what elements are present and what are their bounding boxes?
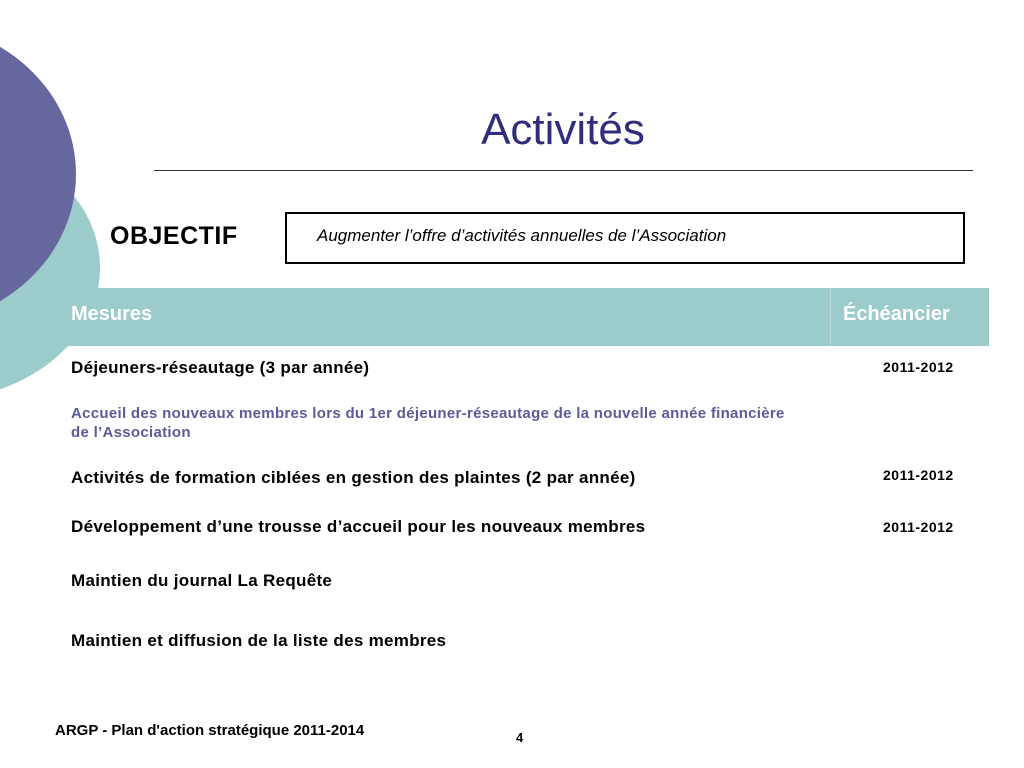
header-echeancier: Échéancier: [843, 303, 950, 325]
row-measure: Accueil des nouveaux membres lors du 1er déjeuner-réseautage de la nouvelle année financière de l’Association: [71, 405, 785, 441]
table-header: [57, 288, 989, 346]
objective-label: OBJECTIF: [110, 222, 238, 250]
table-row: [57, 346, 989, 396]
table-row: [57, 552, 989, 612]
row-measure: Développement d’une trousse d’accueil pour les nouveaux membres: [71, 517, 646, 536]
row-date: 2011-2012: [883, 359, 954, 375]
row-measure: Maintien du journal La Requête: [71, 571, 333, 590]
objective-text: Augmenter l’offre d’activités annuelles de l’Association: [317, 226, 727, 245]
page-number: 4: [516, 730, 524, 745]
table-row: [57, 612, 989, 672]
row-date: 2011-2012: [883, 519, 954, 535]
header-mesures: Mesures: [71, 303, 153, 325]
objective-box: [285, 212, 965, 264]
table-row: [57, 396, 989, 452]
row-measure: Déjeuners-réseautage (3 par année): [71, 358, 370, 377]
title-divider: [154, 170, 973, 171]
row-measure: Activités de formation ciblées en gestion des plaintes (2 par année): [71, 468, 636, 487]
row-date: 2011-2012: [883, 467, 954, 483]
table-row: [57, 502, 989, 552]
slide-title: Activités: [481, 105, 645, 154]
row-measure: Maintien et diffusion de la liste des membres: [71, 631, 447, 650]
footer-text: ARGP - Plan d'action stratégique 2011-2014: [55, 722, 365, 739]
header-divider: [830, 288, 831, 346]
measures-table: [57, 288, 989, 650]
table-row: [57, 452, 989, 502]
